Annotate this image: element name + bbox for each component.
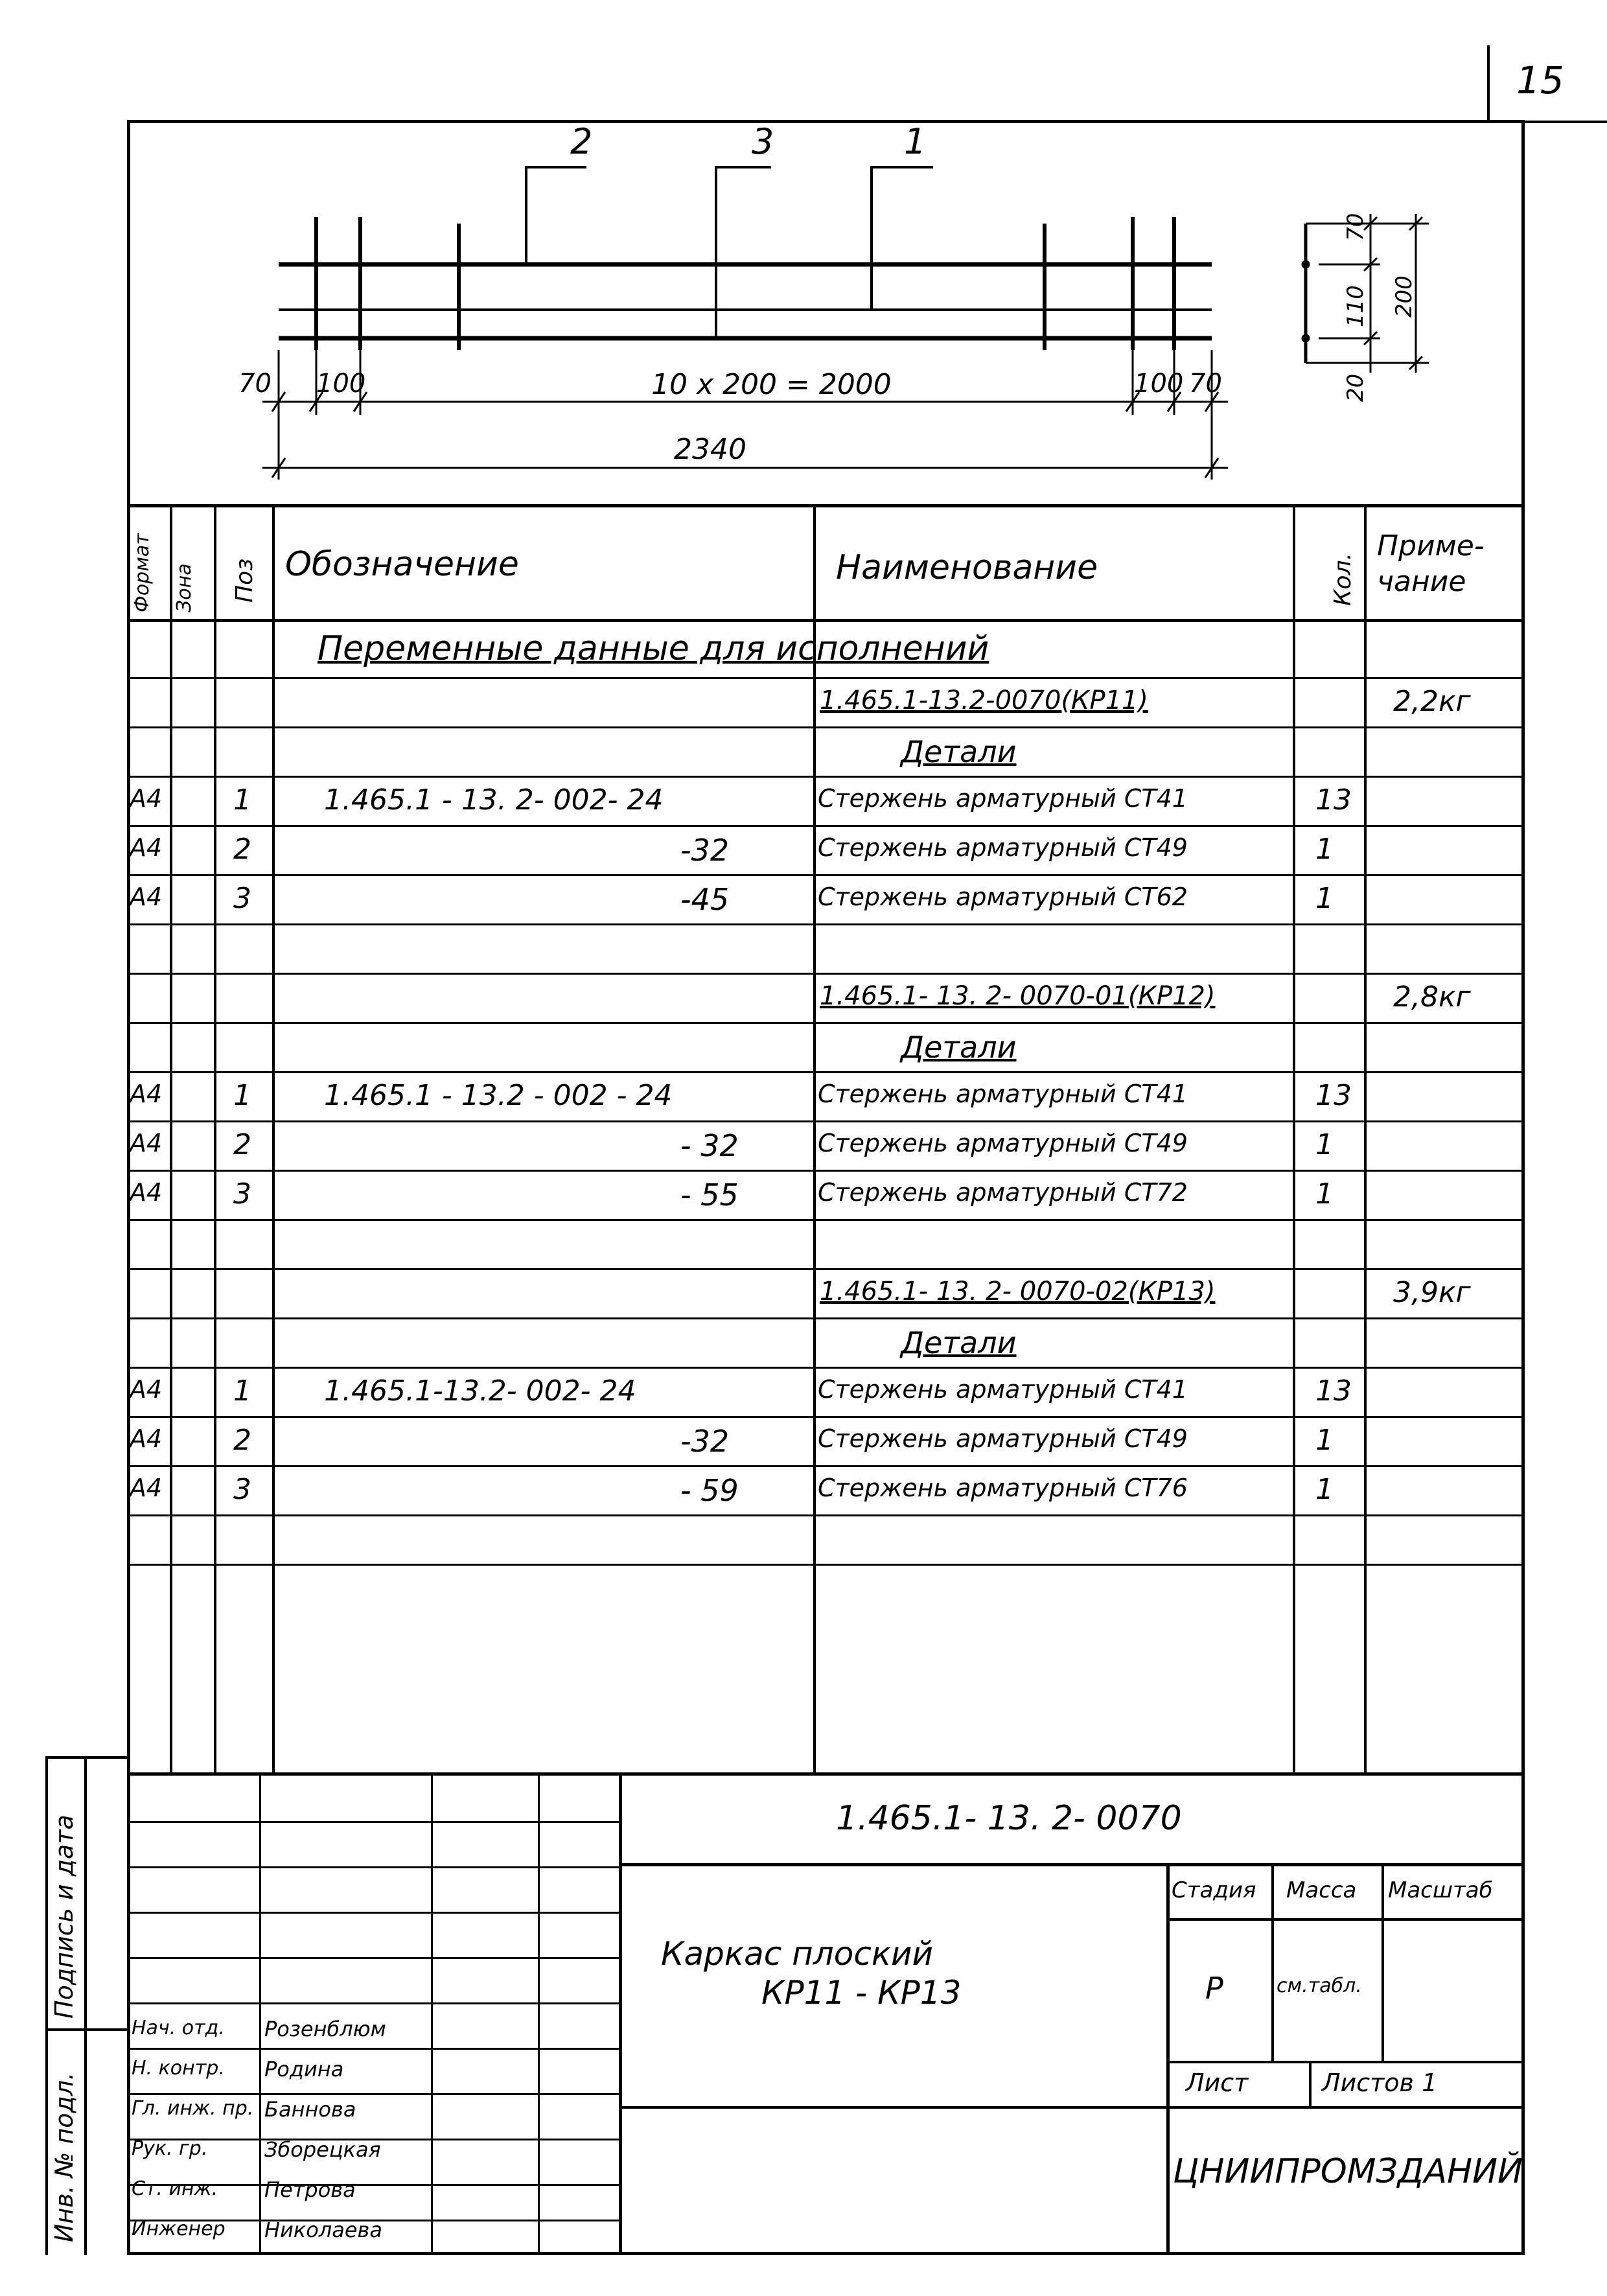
sheet-col-divider: [1309, 2061, 1312, 2106]
row-name: Стержень арматурный СТ49: [818, 833, 1188, 862]
organization: ЦНИИПРОМЗДАНИЙ: [1173, 2152, 1523, 2191]
sheet-row-top: [1166, 2061, 1525, 2063]
row-name-subheading: Детали: [901, 734, 1017, 769]
signatory-role: Рук. гр.: [132, 2137, 208, 2160]
table-column-line: [272, 505, 275, 1772]
dim-middle: 10 x 200 = 2000: [651, 368, 892, 401]
row-qty: 1: [1315, 1424, 1334, 1457]
cage-drawing: [0, 0, 1607, 505]
table-row-line: [127, 677, 1525, 679]
row-name: Стержень арматурный СТ49: [818, 1424, 1188, 1453]
row-name: Стержень арматурный СТ72: [818, 1178, 1188, 1207]
table-row-line: [127, 1022, 1525, 1024]
sheets-label: Листов 1: [1322, 2069, 1438, 2097]
stage-row-bottom: [1166, 1918, 1525, 1921]
signature-row-line: [127, 1821, 619, 1823]
table-column-line: [813, 505, 816, 1772]
title-line-1: Каркас плоский: [661, 1935, 934, 1973]
signature-column-line: [538, 1776, 540, 2255]
table-column-line: [214, 505, 216, 1772]
table-column-line: [1364, 505, 1367, 1772]
side-stamp-signature-date: Подпись и дата: [50, 1815, 78, 2019]
side-stamp-top: [45, 1756, 130, 1759]
leader-label-2: 2: [570, 121, 593, 162]
header-bottom-border: [127, 619, 1525, 622]
signature-row-line: [127, 1957, 619, 1959]
row-pos: 1: [233, 783, 251, 817]
row-pos: 2: [233, 1424, 251, 1457]
row-pos: 3: [233, 882, 251, 915]
header-zone: Зона: [173, 563, 196, 612]
row-pos: 1: [233, 1374, 251, 1408]
row-designation: - 55: [680, 1177, 739, 1212]
header-designation: Обозначение: [285, 545, 519, 584]
dim-left-step: 100: [316, 369, 366, 399]
row-name-subheading: Детали: [901, 1030, 1017, 1065]
header-format: Формат: [131, 533, 154, 612]
header-note: Приме-чание: [1377, 529, 1485, 598]
row-qty: 1: [1315, 1128, 1334, 1161]
row-pos: 3: [233, 1473, 251, 1506]
side-stamp-inv-no: Инв. № подл.: [50, 2072, 78, 2242]
row-qty: 1: [1315, 1177, 1334, 1211]
table-top-border: [127, 504, 1525, 507]
leader-3: [716, 167, 771, 338]
leader-2: [526, 167, 586, 264]
row-pos: 1: [233, 1079, 251, 1112]
dim-total: 2340: [674, 433, 746, 466]
title-block-left-divider: [619, 1772, 622, 2255]
table-row-line: [127, 923, 1525, 925]
table-row-line: [127, 776, 1525, 778]
row-qty: 13: [1315, 1374, 1352, 1408]
signatory-role: Н. контр.: [132, 2057, 225, 2080]
row-format: А4: [130, 1375, 163, 1404]
row-pos: 2: [233, 833, 251, 866]
signatory-name: Баннова: [264, 2097, 356, 2122]
row-designation: 1.465.1 - 13.2 - 002 - 24: [324, 1079, 673, 1112]
title-bottom-divider: [619, 2106, 1166, 2109]
row-name-variant: 1.465.1- 13. 2- 0070-02(КР13): [820, 1277, 1216, 1306]
stage-value: Р: [1205, 1971, 1223, 2006]
sheet-label: Лист: [1186, 2069, 1249, 2097]
row-name: Стержень арматурный СТ76: [818, 1474, 1188, 1502]
signatory-role: Инженер: [132, 2218, 225, 2240]
row-name: Стержень арматурный СТ41: [818, 1375, 1188, 1404]
header-name: Наименование: [836, 548, 1098, 587]
stage-label: Стадия: [1172, 1877, 1256, 1903]
row-qty: 1: [1315, 1473, 1334, 1506]
title-block-right-divider: [1166, 1863, 1170, 2255]
side-stamp-divider: [84, 1756, 87, 2255]
scale-label: Масштаб: [1388, 1877, 1493, 1903]
leader-label-1: 1: [904, 121, 927, 162]
stage-col-divider-2: [1382, 1863, 1384, 2061]
signature-row-line: [127, 2002, 619, 2004]
signatory-name: Родина: [264, 2057, 344, 2081]
title-block-code-bottom: [619, 1863, 1525, 1866]
leader-1: [872, 167, 933, 310]
table-row-line: [127, 1219, 1525, 1221]
signatory-name: Зборецкая: [264, 2137, 381, 2162]
row-format: А4: [130, 1080, 163, 1108]
sheet-number: 15: [1516, 58, 1564, 102]
table-row-line: [127, 973, 1525, 975]
section-title: Переменные данные для исполнений: [318, 629, 989, 668]
side-stamp-border: [45, 1756, 48, 2255]
title-line-2: КР11 - КР13: [761, 1974, 962, 2012]
row-designation: 1.465.1-13.2- 002- 24: [324, 1374, 636, 1408]
table-row-line: [127, 726, 1525, 728]
row-name: Стержень арматурный СТ49: [818, 1129, 1188, 1157]
section-dim-top: 70: [1343, 213, 1369, 241]
table-row-line: [127, 1564, 1525, 1566]
row-note: 3,9кг: [1393, 1276, 1471, 1309]
dim-left-end: 70: [238, 369, 272, 399]
signature-row-line: [127, 1866, 619, 1868]
row-designation: - 59: [680, 1473, 739, 1508]
stage-col-divider-1: [1271, 1863, 1274, 2061]
row-designation: -32: [680, 833, 730, 868]
signatory-name: Петрова: [264, 2177, 356, 2202]
section-dim-bottom: 20: [1343, 373, 1369, 402]
mass-value: см.табл.: [1277, 1975, 1362, 1997]
row-pos: 3: [233, 1177, 251, 1211]
header-qty: Кол.: [1330, 552, 1356, 606]
signature-row-line: [127, 2093, 619, 2095]
row-format: А4: [130, 1474, 163, 1502]
signature-row-line: [127, 1912, 619, 1914]
signature-row-line: [127, 2048, 619, 2050]
row-format: А4: [130, 1129, 163, 1157]
dim-right-step: 100: [1134, 369, 1184, 399]
row-format: А4: [130, 1178, 163, 1207]
table-row-line: [127, 1317, 1525, 1319]
dim-right-end: 70: [1189, 369, 1222, 399]
table-row-line: [127, 1465, 1525, 1467]
leader-label-3: 3: [752, 121, 774, 162]
table-column-line: [170, 505, 172, 1772]
row-designation: -32: [680, 1424, 730, 1459]
signatory-name: Николаева: [264, 2218, 382, 2242]
signatory-role: Нач. отд.: [132, 2017, 225, 2039]
row-pos: 2: [233, 1128, 251, 1161]
row-designation: -45: [680, 882, 730, 917]
row-qty: 13: [1315, 1079, 1352, 1112]
signatory-role: Ст. инж.: [132, 2177, 218, 2200]
table-row-line: [127, 1367, 1525, 1369]
table-row-line: [127, 1514, 1525, 1516]
table-row-line: [127, 1071, 1525, 1073]
row-qty: 13: [1315, 783, 1352, 817]
row-name: Стержень арматурный СТ41: [818, 1080, 1188, 1108]
row-format: А4: [130, 883, 163, 911]
side-stamp-mid: [45, 2028, 130, 2031]
section-dim-middle: 110: [1343, 285, 1369, 327]
signature-column-line: [259, 1776, 261, 2255]
row-format: А4: [130, 833, 163, 862]
row-name: Стержень арматурный СТ41: [818, 784, 1188, 813]
signature-column-line: [431, 1776, 433, 2255]
header-pos: Поз: [231, 558, 258, 603]
row-name-subheading: Детали: [901, 1325, 1017, 1360]
table-row-line: [127, 825, 1525, 827]
row-name-variant: 1.465.1-13.2-0070(КР11): [820, 686, 1149, 715]
table-column-line: [1293, 505, 1295, 1772]
table-row-line: [127, 1268, 1525, 1270]
signatory-name: Розенблюм: [264, 2017, 386, 2041]
row-format: А4: [130, 1424, 163, 1453]
table-row-line: [127, 1120, 1525, 1122]
mass-label: Масса: [1286, 1877, 1357, 1903]
doc-code: 1.465.1- 13. 2- 0070: [836, 1799, 1182, 1838]
table-row-line: [127, 1416, 1525, 1418]
row-note: 2,2кг: [1393, 685, 1471, 718]
row-designation: - 32: [680, 1128, 739, 1163]
table-row-line: [127, 874, 1525, 876]
signatory-role: Гл. инж. пр.: [132, 2097, 254, 2120]
row-format: А4: [130, 784, 163, 813]
row-name-variant: 1.465.1- 13. 2- 0070-01(КР12): [820, 981, 1216, 1011]
table-row-line: [127, 1170, 1525, 1172]
row-designation: 1.465.1 - 13. 2- 002- 24: [324, 783, 664, 817]
row-note: 2,8кг: [1393, 980, 1471, 1014]
title-block-top: [127, 1772, 1525, 1776]
sheet-row-bottom: [1166, 2106, 1525, 2109]
section-dim-total: 200: [1391, 275, 1417, 318]
row-qty: 1: [1315, 833, 1334, 866]
row-name: Стержень арматурный СТ62: [818, 883, 1188, 911]
row-qty: 1: [1315, 882, 1334, 915]
